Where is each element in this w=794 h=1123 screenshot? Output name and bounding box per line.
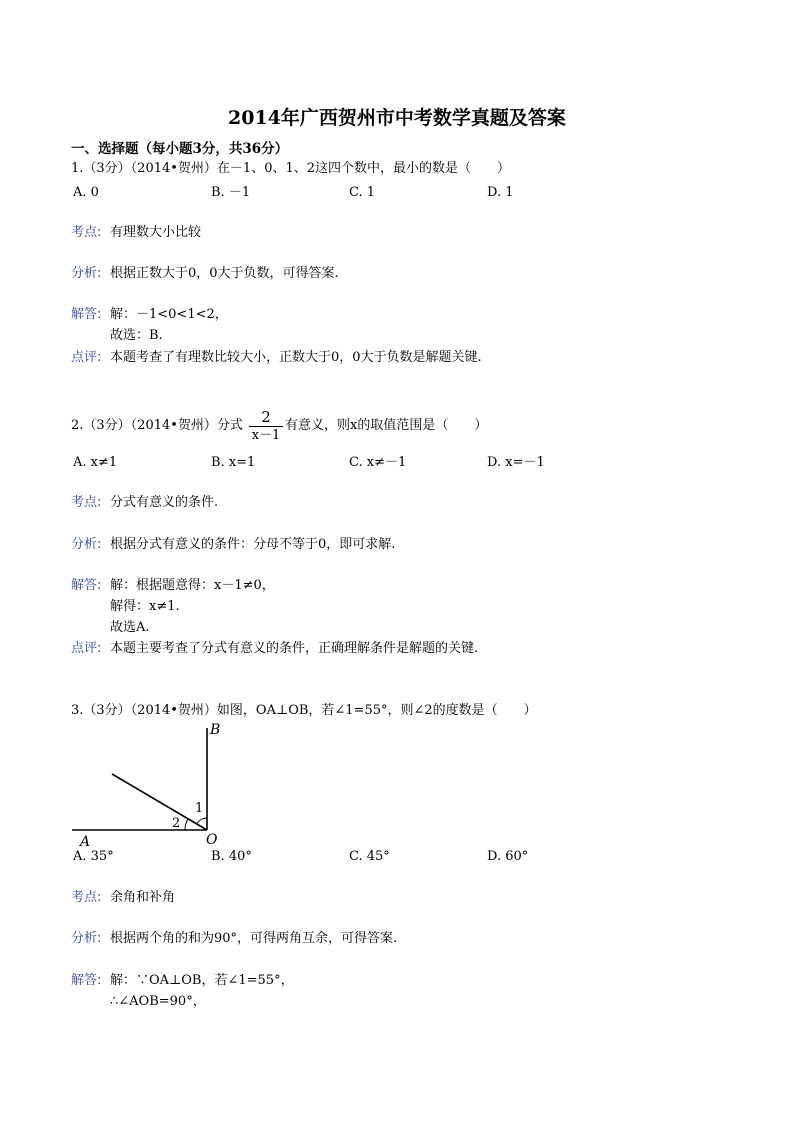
q1-option-d: D. 1 [487,185,514,200]
q2-kaodian-label: 考点: [71,495,102,510]
q1-jieda-line2: 故选：B. [110,328,163,343]
q3-angle-figure [66,716,236,850]
angle-2-label: 2 [172,816,181,831]
q1-stem: 1.（3分）（2014•贺州）在－1、0、1、2这四个数中，最小的数是（ ） [71,161,511,176]
q2-option-d: D. x=－1 [487,455,545,470]
q2-fenxi-label: 分析: [71,537,102,552]
q2-fenxi-text: 根据分式有意义的条件：分母不等于0，即可求解. [110,537,396,552]
q3-jieda-label: 解答: [71,973,102,988]
q1-kaodian-text: 有理数大小比较 [110,225,202,240]
q1-dianping-label: 点评: [71,350,102,365]
q2-option-c: C. x≠－1 [349,455,407,470]
q3-kaodian-text: 余角和补角 [110,890,176,905]
q3-jieda-line1: 解：∵OA⊥OB，若∠1=55°， [110,973,294,988]
q1-jieda-label: 解答: [71,307,102,322]
q2-fraction [249,409,283,443]
angle-1-label: 1 [195,801,204,816]
q1-option-c: C. 1 [349,185,376,200]
q3-fenxi-label: 分析: [71,931,102,946]
q3-fenxi-text: 根据两个角的和为90°，可得两角互余，可得答案. [110,931,398,946]
point-o-label: O [206,832,218,848]
q2-kaodian-text: 分式有意义的条件. [110,495,219,510]
q1-kaodian-label: 考点: [71,225,102,240]
q1-option-b: B. －1 [211,185,251,200]
angle-2-arc [185,819,188,830]
q3-stem: 3.（3分）（2014•贺州）如图，OA⊥OB，若∠1=55°，则∠2的度数是（ ） [71,703,537,718]
q1-dianping-text: 本题考查了有理数比较大小，正数大于0，0大于负数是解题关键. [110,350,482,365]
q3-option-c: C. 45° [349,849,390,864]
q2-stem-suffix: 有意义，则x的取值范围是（ ） [285,418,488,433]
q2-option-b: B. x=1 [211,455,256,470]
point-b-label: B [210,722,221,738]
q3-option-b: B. 40° [211,849,252,864]
page-title: 2014年广西贺州市中考数学真题及答案 [228,107,566,129]
q2-fraction-numerator: 2 [261,408,271,426]
q2-jieda-label: 解答: [71,578,102,593]
q2-jieda-line1: 解：根据题意得：x－1≠0， [110,578,275,593]
q3-option-a: A. 35° [73,849,114,864]
q1-fenxi-text: 根据正数大于0，0大于负数，可得答案. [110,266,339,281]
q3-option-d: D. 60° [487,849,529,864]
q1-jieda-line1: 解：－1<0<1<2， [110,307,228,322]
ray-oc [112,774,207,830]
q2-fraction-denominator: x－1 [251,428,281,443]
q3-kaodian-label: 考点: [71,890,102,905]
point-a-label: A [80,834,91,850]
q2-stem-prefix: 2.（3分）（2014•贺州）分式 [71,418,243,433]
q2-fraction-bar [249,426,283,427]
q2-option-a: A. x≠1 [73,455,118,470]
q2-dianping-label: 点评: [71,641,102,656]
q3-jieda-line2: ∴∠AOB=90°， [110,994,206,1009]
q2-jieda-line3: 故选A. [110,620,150,635]
q1-option-a: A. 0 [73,185,99,200]
section-heading: 一、选择题（每小题3分，共36分） [71,141,289,157]
angle-1-arc [197,818,207,824]
q2-dianping-text: 本题主要考查了分式有意义的条件，正确理解条件是解题的关键. [110,641,479,656]
q1-fenxi-label: 分析: [71,266,102,281]
q2-jieda-line2: 解得：x≠1. [110,599,180,614]
